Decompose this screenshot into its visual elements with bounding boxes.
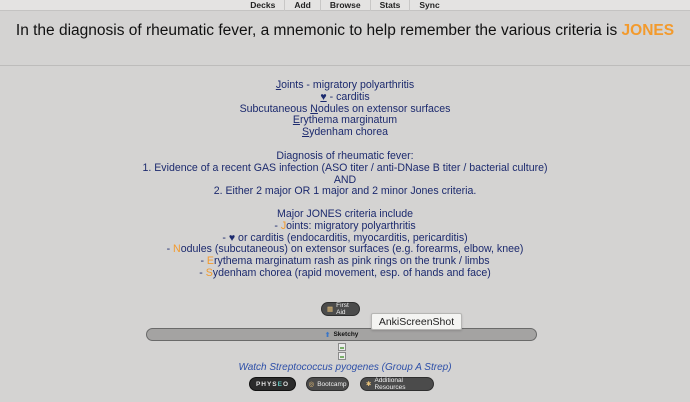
question-answer-divider [0, 65, 690, 66]
major-joints [0, 221, 690, 233]
nav-decks[interactable]: Decks [250, 0, 276, 10]
dash: - [166, 243, 174, 256]
letter-s: S [205, 266, 213, 279]
mnemonic-line-sydenham [0, 127, 690, 139]
line-text: - carditis [326, 90, 370, 103]
star-icon: ✱ [366, 381, 372, 388]
first-aid-button[interactable] [321, 302, 360, 316]
diagnosis-item-1: 1. Evidence of a recent GAS infection (ASO titer / anti-DNase B titer / bacterial culture) [142, 161, 548, 174]
question-text: In the diagnosis of rheumatic fever, a mnemonic to help remember the various criteria is [15, 22, 618, 39]
letter-s: S [302, 126, 310, 139]
letter-j: J [280, 219, 287, 232]
line-text: odules (subcutaneous) on extensor surfaces (e.g. forearms, elbow, knee) [180, 243, 524, 256]
answer-word: JONES [621, 22, 675, 39]
major-carditis: - ♥ or carditis (endocarditis, myocarditis, pericarditis) [222, 231, 468, 244]
physeo-button[interactable] [249, 377, 296, 391]
letter-e: E [292, 114, 300, 127]
letter-e: E [206, 255, 214, 268]
diagnosis-block [0, 151, 690, 198]
target-icon: ◎ [308, 381, 315, 388]
dash: - [200, 255, 207, 268]
letter-j: J [275, 79, 282, 91]
additional-resources-label: Additional Resources [374, 377, 406, 391]
first-aid-label: First Aid [336, 302, 349, 316]
mnemonic-block [0, 80, 690, 139]
physeo-label-c: O [282, 380, 290, 388]
line-text: rythema marginatum rash as pink rings on the trunk / limbs [214, 255, 490, 268]
line-text: ydenham chorea [309, 126, 388, 139]
diagnosis-and: AND [333, 173, 357, 186]
heart-icon: ♥ [320, 90, 327, 103]
screenshot-tooltip: AnkiScreenShot [371, 313, 462, 330]
nav-stats[interactable]: Stats [370, 0, 410, 11]
top-toolbar [0, 0, 690, 11]
nav-add[interactable]: Add [284, 0, 320, 11]
sketchy-label: Sketchy [333, 331, 359, 338]
watch-video-link[interactable]: Watch Streptococcus pyogenes (Group A Strep) [238, 362, 452, 373]
diagnosis-item-2: 2. Either 2 major OR 1 major and 2 minor Jones criteria. [213, 185, 477, 198]
bootcamp-button[interactable] [306, 377, 349, 391]
sketchy-bar[interactable] [146, 328, 537, 341]
line-text: oints: migratory polyarthritis [286, 219, 416, 232]
bootcamp-label: Bootcamp [317, 380, 347, 388]
nav-sync[interactable]: Sync [409, 0, 448, 11]
book-icon: ▦ [327, 306, 334, 313]
broken-image-icon [338, 343, 346, 351]
dash: - [199, 266, 206, 279]
letter-n: N [310, 102, 318, 115]
physeo-label-a: PHYS [255, 380, 278, 388]
line-text: odules on extensor surfaces [317, 102, 451, 115]
diagnosis-heading: Diagnosis of rheumatic fever: [276, 150, 414, 162]
nav-browse[interactable]: Browse [320, 0, 370, 11]
pin-icon: ⬆ [324, 331, 331, 339]
broken-image-icon [338, 352, 346, 360]
dash: - [274, 219, 281, 232]
physeo-label-b: E [277, 380, 283, 388]
line-text: Subcutaneous [239, 102, 311, 115]
major-sydenham [0, 268, 690, 280]
line-text: oints - migratory polyarthritis [281, 79, 415, 91]
major-criteria-block [0, 209, 690, 280]
card-question [0, 22, 690, 40]
major-heading: Major JONES criteria include [277, 208, 413, 220]
additional-resources-button[interactable] [360, 377, 434, 391]
line-text: ydenham chorea (rapid movement, esp. of hands and face) [212, 266, 491, 279]
letter-n: N [173, 243, 181, 256]
line-text: rythema marginatum [299, 114, 398, 127]
